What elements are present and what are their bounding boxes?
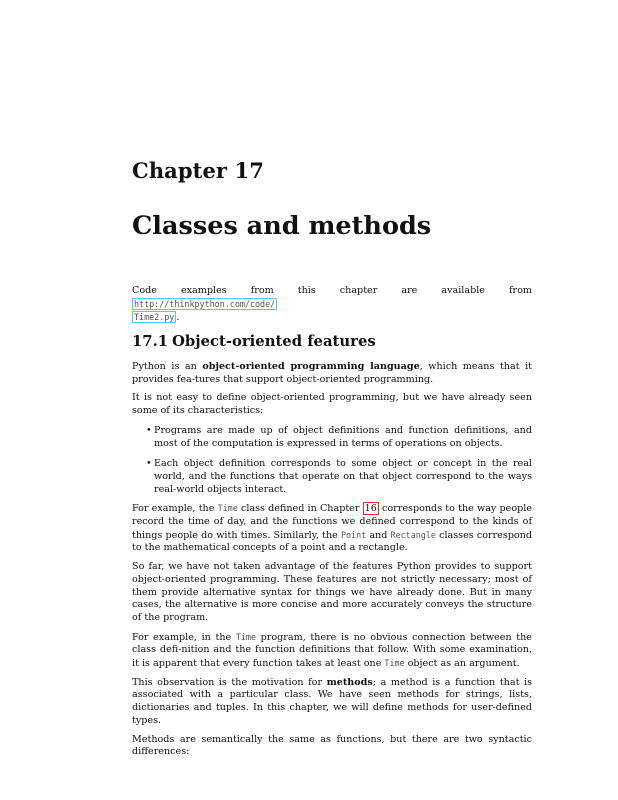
code-time: Time [235, 631, 257, 642]
term-methods: methods [326, 676, 373, 688]
bullet-icon: • [146, 424, 152, 436]
intro-text: Code examples from this chapter are available from [132, 285, 532, 296]
p5-text-a: For example, in the [132, 631, 236, 643]
p6-text-a: This observation is the motivation for [132, 676, 327, 688]
chapter-number: Chapter 17 [132, 158, 264, 183]
p6-text-b: ; a method is a function that is associated with a particular class. We have seen methods for strings, lists, dictionaries and tuples. In this chapter, we will define methods for user-defined types. [132, 676, 532, 726]
chapter-ref-link[interactable]: 16 [364, 503, 377, 515]
p3-text-e: classes correspond to the mathematical concepts of a point and a rectangle. [132, 529, 533, 554]
paragraph-4: So far, we have not taken advantage of the features Python provides to support object-oriented programming. These features are not strictly necessary; most of them provide alternative syntax for things we have already done. But in many cases, the alternative is more concise and more accurately conveys the structure of the program. [132, 561, 532, 623]
body-text [132, 361, 532, 759]
section-heading [132, 333, 376, 350]
p5-text-c: object as an argument. [404, 658, 520, 670]
list-item [132, 458, 532, 496]
paragraph-6 [132, 677, 532, 728]
code-time: Time [384, 658, 405, 669]
p3-text-d: and [366, 529, 391, 541]
p1-text-b: , which means that it provides fea-tures that support object-oriented programming. [132, 361, 533, 385]
intro-paragraph [132, 285, 532, 325]
chapter-title: Classes and methods [132, 211, 432, 241]
list-item [132, 425, 532, 450]
p3-text-b: class defined in Chapter [237, 503, 363, 515]
paragraph-7: Methods are semantically the same as functions, but there are two syntactic differences: [132, 733, 532, 758]
paragraph-5 [132, 631, 532, 671]
section-title: Object-oriented features [172, 333, 376, 350]
p3-text-c: corresponds to the way people record the time of day, and the functions we defined correspond to the kinds of things people do with times. Similarly, the [132, 503, 533, 541]
bullet-list [132, 425, 532, 497]
p3-text-a: For example, the [132, 503, 218, 515]
paragraph-3 [132, 502, 532, 555]
code-time: Time [217, 503, 238, 514]
bullet-text-1: Programs are made up of object definitions and function definitions, and most of the computation is expressed in terms of operations on objects. [154, 424, 532, 449]
term-oop-language: object-oriented programming language [202, 361, 420, 372]
intro-end: . [176, 312, 180, 324]
p5-text-b: program, there is no obvious connection between the class defi-nition and the function definitions that follow. With some examination, it is apparent that every function takes at least one [132, 631, 532, 670]
code-link-line1[interactable]: http://thinkpython.com/code/ [134, 298, 276, 309]
code-rectangle: Rectangle [390, 529, 436, 540]
section-number: 17.1 [132, 333, 169, 350]
paragraph-2: It is not easy to define object-oriented programming, but we have already seen some of its characteristics: [132, 392, 532, 417]
paragraph-1 [132, 361, 532, 386]
code-point: Point [340, 529, 367, 540]
bullet-icon: • [146, 458, 152, 470]
code-link-line2[interactable]: Time2.py [134, 312, 175, 323]
bullet-text-2: Each object definition corresponds to some object or concept in the real world, and the functions that operate on that object correspond to the ways real-world objects interact. [154, 458, 532, 495]
p1-text-a: Python is an [132, 361, 203, 372]
